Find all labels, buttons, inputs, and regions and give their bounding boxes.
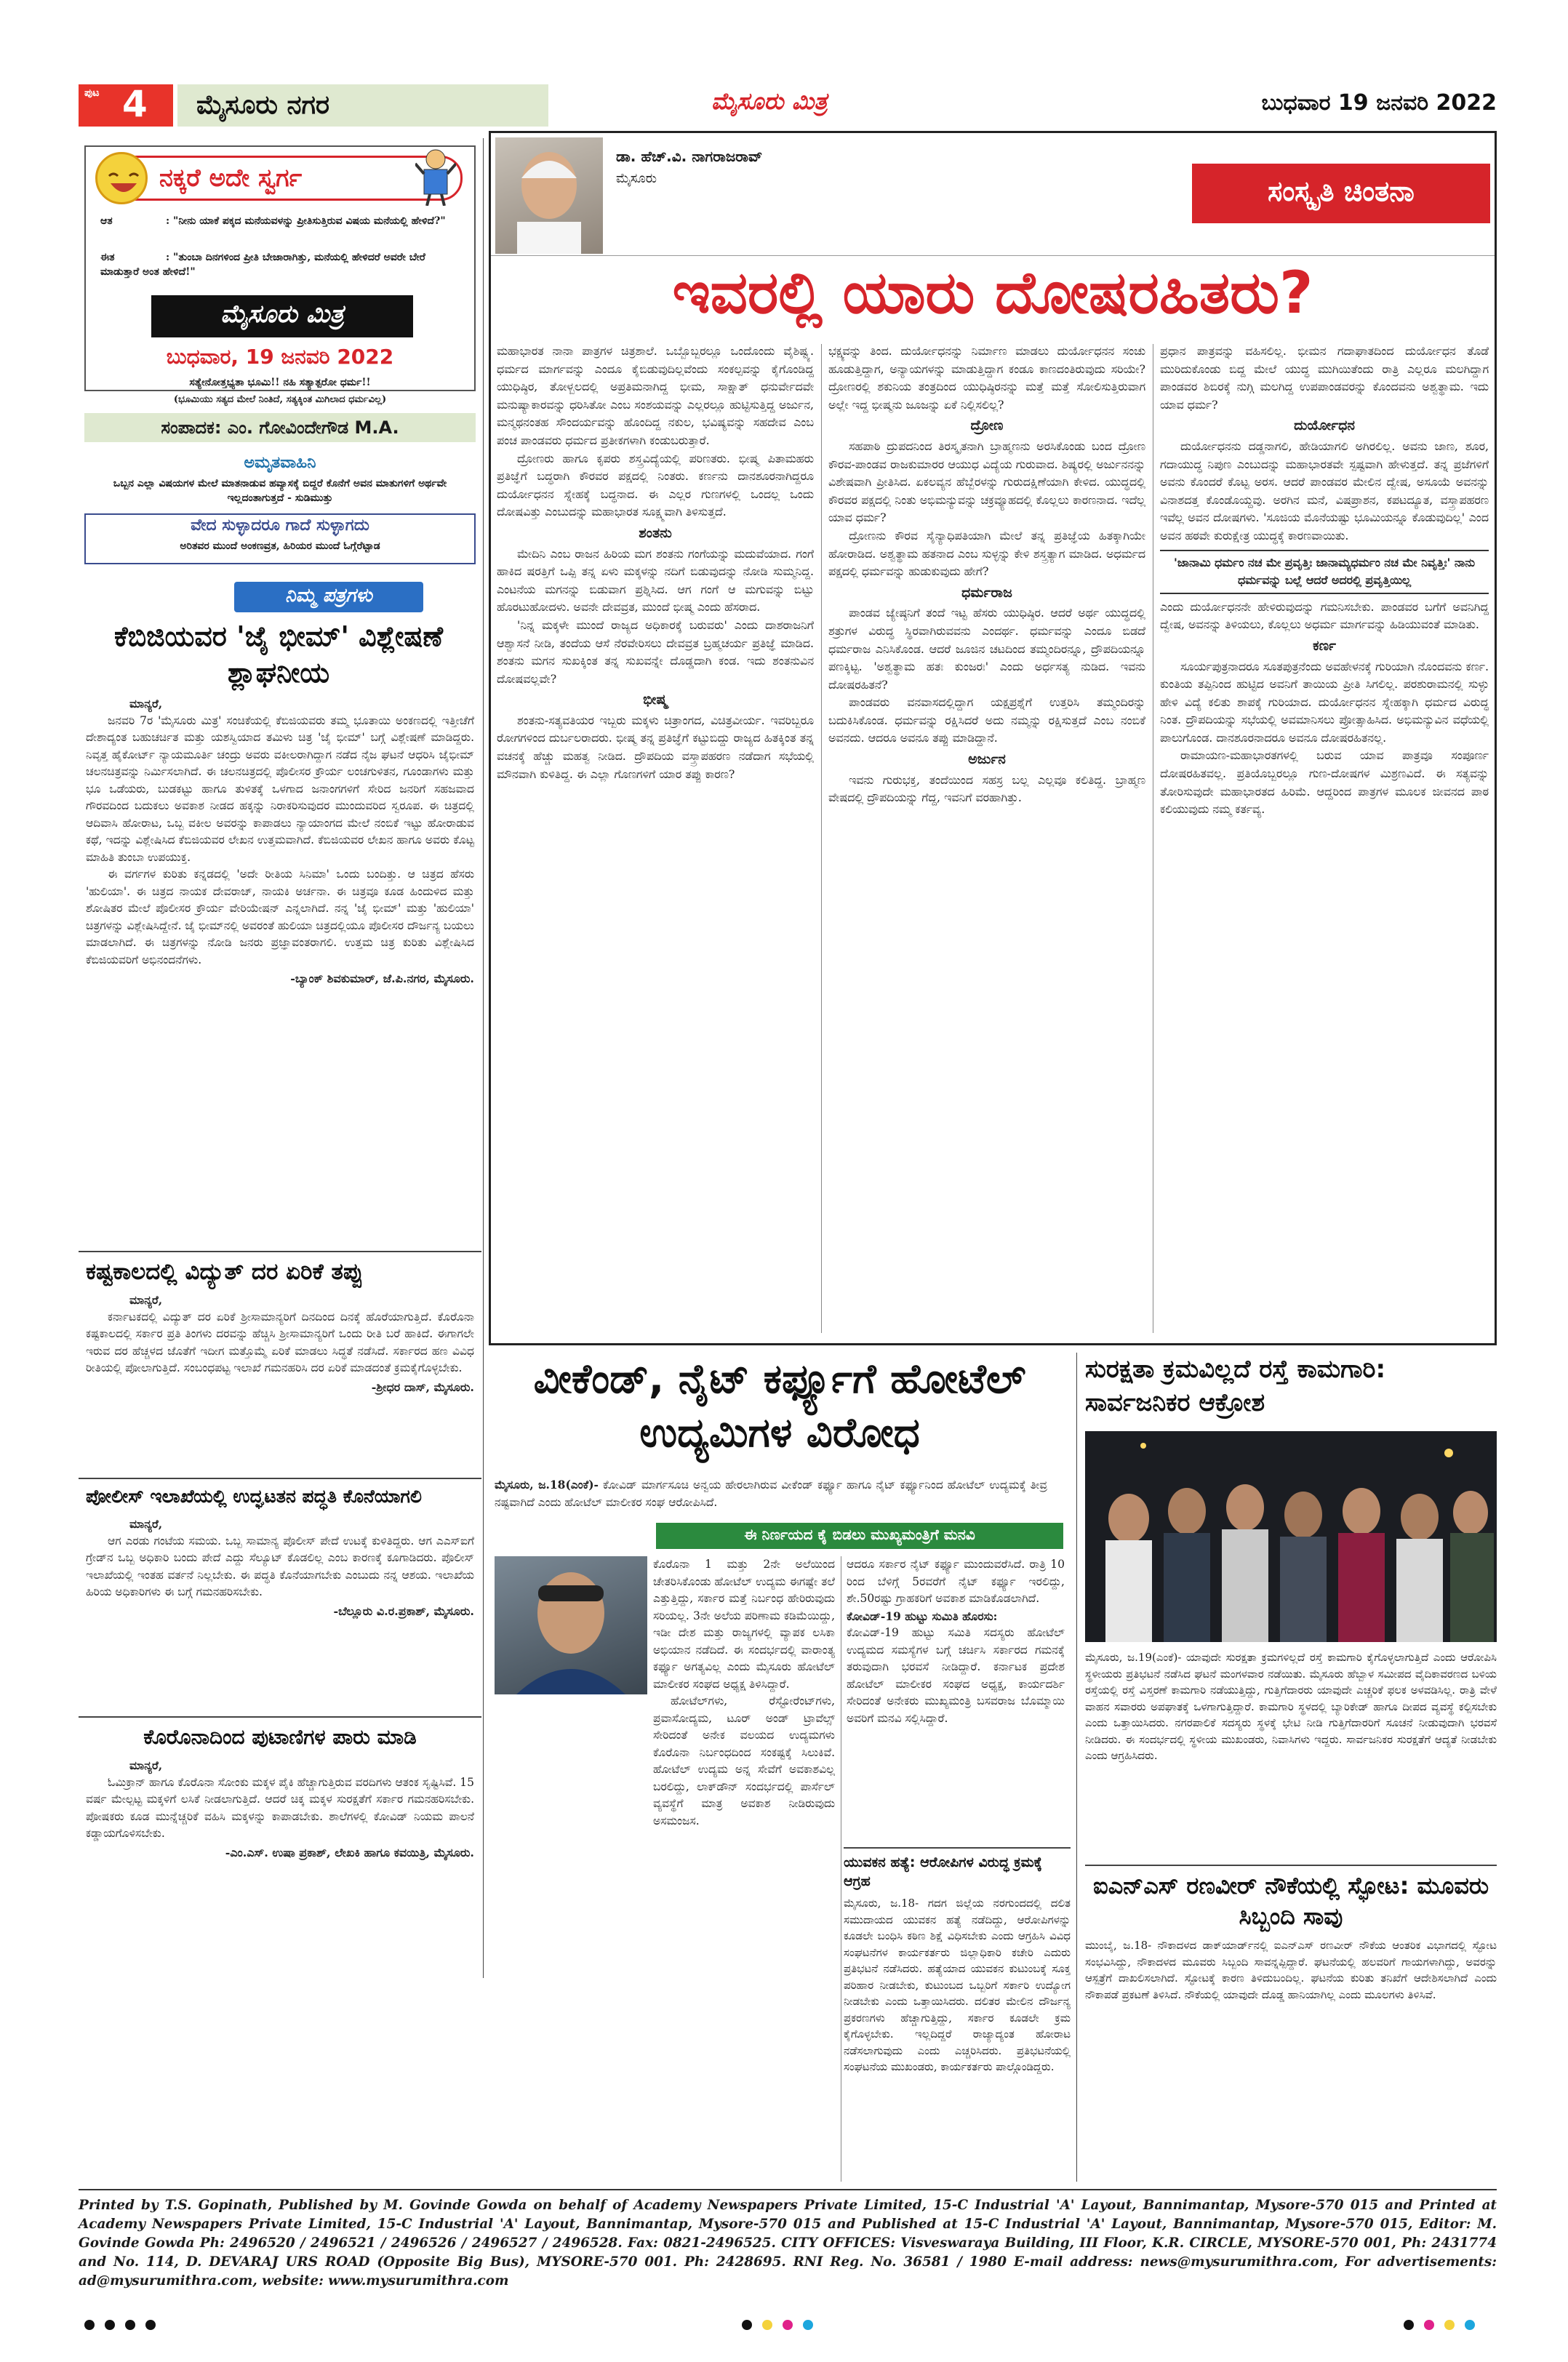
letter4-title: ಕೊರೊನಾದಿಂದ ಪುಟಾಣಿಗಳ ಪಾರು ಮಾಡಿ [143,1725,417,1749]
registration-marks-center [742,2320,829,2334]
suraksha-headline: ಸುರಕ್ಷತಾ ಕ್ರಮವಿಲ್ಲದೆ ರಸ್ತೆ ಕಾಮಗಾರಿ: ಸಾರ್ವಜನಿಕರ ಆಕ್ರೋಶ [1085,1355,1386,1417]
feature-text: ದ್ರೋಣನು ಕೌರವ ಸೈನ್ಯಾಧಿಪತಿಯಾಗಿ ಮೇಲೆ ತನ್ನ ಪ್ರತಿಜ್ಞೆಯ ಹಿತಕ್ಕಾಗಿಯೇ ಹೋರಾಡಿದ. ಅಶ್ವತ್ಥಾಮ ಹತನಾದ ಎಂಬ ಸುಳ್ಳನ್ನು ಕೇಳಿ ಶಸ್ತ್ರತ್ಯಾಗ ಮಾಡಿದ. ಅಧರ್ಮದ ಪಕ್ಷದಲ್ಲಿ ಧರ್ಮವನ್ನು ಹುಡುಕುವುದು ಹೇಗೆ? [828,528,1145,579]
divider [79,1478,481,1479]
section-band [177,84,548,127]
yuvaka-headline: ಯುವಕನ ಹತ್ಯೆ: ಆರೋಪಿಗಳ ವಿರುದ್ಧ ಕ್ರಮಕ್ಕೆ ಆಗ್ರಹ [844,1854,1042,1889]
registration-marks-left [84,2320,172,2334]
column-divider [483,138,484,1978]
weekend-text: ಆದರೂ ಸರ್ಕಾರ ನೈಟ್ ಕರ್ಫ್ಯೂ ಮುಂದುವರೆಸಿದೆ. ರಾತ್ರಿ 10 ರಿಂದ ಬೆಳಿಗ್ಗೆ 5ರವರೆಗೆ ನೈಟ್ ಕರ್ಫ್ಯೂ ಇರಲಿದ್ದು, ಶೇ.50ರಷ್ಟು ಗ್ರಾಹಕರಿಗೆ ಅವಕಾಶ ಮಾಡಿಕೊಡಲಾಗಿದೆ. [847,1558,1065,1605]
feature-text: ಇವನು ಗುರುಭಕ್ತ, ತಂದೆಯಿಂದ ಸಹಸ್ರ ಬಲ್ಲ ಎಲ್ಲವೂ ಕಲಿತಿದ್ದ. ಬ್ರಾಹ್ಮಣ ವೇಷದಲ್ಲಿ ದ್ರೌಪದಿಯನ್ನು ಗೆದ್ದ, ಇವನಿಗೆ ವರಹಾಗಿತ್ತು. [828,772,1145,805]
editor-line: ಸಂಪಾದಕ: ಎಂ. ಗೋವಿಂದೇಗೌಡ M.A. [161,417,399,438]
motto: ಸತ್ಯೇನೋತ್ತಭ್ಯತಾ ಭೂಮಿ!! ನಹಿ ಸತ್ಯಾತ್ಪರೋ ಧರ್ಮ!! [189,377,371,388]
divider [79,1716,481,1718]
ins-headline: ಐಎನ್‌ಎಸ್ ರಣವೀರ್ ನೌಕೆಯಲ್ಲಿ ಸ್ಫೋಟ: ಮೂವರು ಸಿಬ್ಬಂದಿ ಸಾವು [1092,1872,1489,1930]
feature-text: ಮೇದಿನಿ ಎಂಬ ರಾಜನ ಹಿರಿಯ ಮಗ ಶಂತನು ಗಂಗೆಯನ್ನು ಮದುವೆಯಾದ. ಗಂಗೆ ಹಾಕಿದ ಷರತ್ತಿಗೆ ಒಪ್ಪಿ ತನ್ನ ಏಳು ಮಕ್ಕಳನ್ನು ನದಿಗೆ ಬಿಡುವುದನ್ನು ನೋಡಿ ಸುಮ್ಮನಿದ್ದ. ಎಂಟನೆಯ ಮಗನನ್ನು ಬಿಡುವಾಗ ಪ್ರಶ್ನಿಸಿದ. ಆಗ ಗಂಗೆ ಆ ಮಗುವನ್ನು ಬಿಟ್ಟು ಹೊರಟುಹೋದಳು. ಅವನೇ ದೇವವ್ರತ, ಮುಂದೆ ಭೀಷ್ಮ ಎಂದು ಹೆಸರಾದ. [497,546,814,614]
column-divider [1076,1353,1077,2182]
laughing-face-icon [95,152,148,204]
weekend-text: ಹೋಟೆಲ್‌ಗಳು, ರೆಸ್ಟೋರೆಂಟ್‌ಗಳು, ಪ್ರವಾಸೋದ್ಯಮ, ಟೂರ್ ಅಂಡ್ ಟ್ರಾವೆಲ್ಸ್ ಸೇರಿದಂತೆ ಅನೇಕ ವಲಯದ ಉದ್ಯಮಗಳು ಕೊರೊನಾ ನಿರ್ಬಂಧದಿಂದ ಸಂಕಷ್ಟಕ್ಕೆ ಸಿಲುಕಿವೆ. ಹೋಟೆಲ್ ಉದ್ಯಮ ಅನ್ನ ಸೇವೆಗೆ ಅವಕಾಶವಿಲ್ಲ ಬರಲಿದ್ದು, ಲಾಕ್‌ಡೌನ್ ಸಂದರ್ಭದಲ್ಲಿ ಪಾರ್ಸೆಲ್ ವ್ಯವಸ್ಥೆಗೆ ಮಾತ್ರ ಅವಕಾಶ ನೀಡಿರುವುದು ಅಸಮಂಜಸ. [653,1694,835,1827]
letter1-body: ಜನವರಿ 7ರ 'ಮೈಸೂರು ಮಿತ್ರ' ಸಂಚಿಕೆಯಲ್ಲಿ ಕೆಬಿಜಿಯವರು ತಮ್ಮ ಭೂತಾಯಿ ಅಂಕಣದಲ್ಲಿ ಇತ್ತೀಚೆಗೆ ದೇಶಾದ್ಯಂತ ಬಹುಚರ್ಚಿತ ಮತ್ತು ಯಶಸ್ವಿಯಾದ ತಮಿಳು ಚಿತ್ರ 'ಜೈ ಭೀಮ್' ಬಗ್ಗೆ ವಿಶ್ಲೇಷಣೆ ಮಾಡಿದ್ದರು. ನಿವೃತ್ತ ಹೈಕೋರ್ಟ್ ನ್ಯಾಯಮೂರ್ತಿ ಚಂದ್ರು ಅವರು ವಕೀಲರಾಗಿದ್ದಾಗ ನಡೆದ ನೈಜ ಘಟನೆ ಆಧರಿಸಿ ಜೈಭೀಮ್ ಚಲನಚಿತ್ರವನ್ನು ನಿರ್ಮಿಸಲಾಗಿದೆ. ಈ ಚಲನಚಿತ್ರದಲ್ಲಿ ಪೊಲೀಸರ ಕ್ರೌರ್ಯ ಲಂಚಗುಳಿತನ, ಗೂಂಡಾಗಳು ಮತ್ತು ಭೂ ಒಡೆಯರು, ಬುಡಕಟ್ಟು ಹಾಗೂ ತುಳಿತಕ್ಕೆ ಒಳಗಾದ ಜನಾಂಗಗಳಿಗೆ ಸೇರಿದ ಜನರಿಗೆ ಸಹಜವಾದ ಗೌರವದಿಂದ ಬದುಕಲು ಅವಕಾಶ ನೀಡದ ಹಕ್ಕನ್ನು ನಿರಾಕರಿಸುವುದರ ಮುಂದುವರಿದ ಸ್ವರೂಪ. ಈ ಚಿತ್ರದಲ್ಲಿ ಆದಿವಾಸಿ ಹೋರಾಟ, ಒಬ್ಬ ವಕೀಲ ಅವರನ್ನು ಕಾಪಾಡಲು ನ್ಯಾಯಾಂಗದ ಮೇಲೆ ನಂಬಿಕೆ ಇಟ್ಟು ಹೋರಾಡುವ ಕಥೆ, ಇದನ್ನು ವಿಶ್ಲೇಷಿಸಿದ ಕೆಬಿಜಿಯವರ ಲೇಖನ ಉತ್ತಮವಾಗಿದೆ. ಕೆಬಿಜಿಯವರ ಲೇಖನ ಹಾಗೂ ಅವರು ಕೊಟ್ಟ ಮಾಹಿತಿ ತುಂಬಾ ಉಪಯುಕ್ತ. [86,713,474,864]
letter2-body: ಕರ್ನಾಟಕದಲ್ಲಿ ವಿದ್ಯುತ್ ದರ ಏರಿಕೆ ಶ್ರೀಸಾಮಾನ್ಯರಿಗೆ ದಿನದಿಂದ ದಿನಕ್ಕೆ ಹೊರೆಯಾಗುತ್ತಿದೆ. ಕೊರೊನಾ ಕಷ್ಟಕಾಲದಲ್ಲಿ ಸರ್ಕಾರ ಪ್ರತಿ ತಿಂಗಳು ದರವನ್ನು ಹೆಚ್ಚಿಸಿ ಶ್ರೀಸಾಮಾನ್ಯರಿಗೆ ಒಂದು ರೀತಿ ಬರೆ ಹಾಕಿದೆ. ಈಗಾಗಲೇ ಇರುವ ದರ ಹೆಚ್ಚಳದ ಜೊತೆಗೆ ಇದೀಗ ಮತ್ತೊಮ್ಮೆ ಏರಿಕೆ ಮಾಡಲು ಸಿದ್ಧತೆ ನಡೆಸಿದೆ. ಸರ್ಕಾರದ ಹಣ ವಿವಿಧ ರೀತಿಯಲ್ಲಿ ಪೋಲಾಗುತ್ತಿದೆ. ಸಂಬಂಧಪಟ್ಟ ಇಲಾಖೆ ಗಮನಹರಿಸಿ ದರ ಏರಿಕೆ ಮಾಡದಂತೆ ಕ್ರಮಕೈಗೊಳ್ಳಬೇಕು. [86,1310,474,1374]
letters-banner [234,582,423,612]
weekend-subhead-2: ಕೋವಿಡ್-19 ಹುಟ್ಟು ಸುಮಿತಿ ಹೊರಸು: [847,1609,998,1623]
page-number-box [79,84,173,127]
registration-dot [105,2320,115,2330]
registration-marks-right [1404,2320,1491,2334]
letter1-title: ಕೆಬಿಜಿಯವರ 'ಜೈ ಭೀಮ್' ವಿಶ್ಲೇಷಣೆ ಶ್ಲಾಘನೀಯ [113,620,444,689]
amrutavahini-title: ಅಮೃತವಾಹಿನಿ [244,454,316,472]
paper-logo: ಮೈಸೂರು ಮಿತ್ರ [220,300,344,329]
author-photo [495,137,603,254]
column-tag [1192,164,1490,223]
weekend-subhead: ಈ ನಿರ್ಣಯದ ಕೈ ಬಿಡಲು ಮುಖ್ಯಮಂತ್ರಿಗೆ ಮನವಿ [744,1526,975,1543]
paper-name: ಮೈಸೂರು ಮಿತ್ರ [711,87,828,115]
veda-text: ಅರಿತವರ ಮುಂದೆ ಅಂಕಣವ್ರತ, ಹಿರಿಯರ ಮುಂದೆ ಓಗ್ಗೆರೆಟ್ಟಾಡ [180,540,380,552]
weekend-column-1-text [653,1556,835,2182]
registration-dot [742,2320,752,2330]
letter3-salutation: ಮಾನ್ಯರೆ, [129,1517,163,1531]
protest-photo [1085,1431,1497,1642]
feature-text: ಶಂತನು-ಸತ್ಯವತಿಯರ ಇಬ್ಬರು ಮಕ್ಕಳು ಚಿತ್ರಾಂಗದ, ವಿಚಿತ್ರವೀರ್ಯ. ಇವರಿಬ್ಬರೂ ರೋಗಗಳಿಂದ ದುರ್ಬಲರಾದರು. ಭೀಷ್ಮ ತನ್ನ ಪ್ರತಿಜ್ಞೆಗೆ ಕಟ್ಟುಬಿದ್ದು ರಾಜ್ಯದ ಹಿತಕ್ಕಿಂತ ತನ್ನ ವಚನಕ್ಕೆ ಹೆಚ್ಚು ಮಹತ್ವ ನೀಡಿದ. ದ್ರೌಪದಿಯ ವಸ್ತ್ರಾಪಹರಣ ನಡೆದಾಗ ಸಭೆಯಲ್ಲಿ ಮೌನವಾಗಿ ಕುಳಿತಿದ್ದ. ಈ ಎಲ್ಲಾ ಗೊಣಗಳಿಗೆ ಯಾರ ತಪ್ಪು ಕಾರಣ? [497,713,814,781]
amrutavahini-box [84,454,476,511]
veda-box [84,513,476,564]
author-place: ಮೈಸೂರು [616,171,657,186]
registration-dot [803,2320,813,2330]
imprint-text: Printed by T.S. Gopinath, Published by M. Govinde Gowda on behalf of Academy Newspapers Private Limited, 15-C Industrial 'A' Layout, Bannimantap, Mysore-570 015 and Printed at Academy Newspapers Private Limited, 15-C Industrial 'A' Layout, Bannimantap, Mysore-570 015 and Published at 15-C Industrial 'A' Layout, Bannimantap, Mysore-570 015, Editor: M. Govinde Gowda Ph: 2496520 / 2496521 / 2496526 / 2496527 / 2496528. Fax: 0821-2496525. CITY OFFICES: Visveswaraya Building, III Floor, K.R. CIRCLE, MYSORE-570 001, Ph: 2431774 and No. 114, D. DEVARAJ URS ROAD (Opposite Big Bus), MYSORE-570 001. Ph: 2428695. RNI Reg. No. 36581 / 1980 E-mail address: news@mysurumithra.com, For advertisements: ad@mysurumithra.com, website: www.mysurumithra.com [79,2198,1497,2289]
subhead-arjuna: ಅರ್ಜುನ [968,751,1006,768]
cartoon-figure-icon [415,148,456,206]
feature-text: ಸಹಪಾಠಿ ದ್ರುಪದನಿಂದ ತಿರಸ್ಕೃತನಾಗಿ ಬ್ರಾಹ್ಮಣನು ಅರಸಿಕೊಂಡು ಬಂದ ದ್ರೋಣ ಕೌರವ-ಪಾಂಡವ ರಾಜಕುಮಾರರ ಆಯುಧ ವಿದ್ಯೆಯ ಗುರುವಾದ. ಶಿಷ್ಯರಲ್ಲಿ ಅರ್ಜುನನನ್ನು ವಿಶೇಷವಾಗಿ ಪ್ರೀತಿಸಿದ. ಏಕಲವ್ಯನ ಹೆಬ್ಬೆರಳನ್ನು ಗುರುದಕ್ಷಿಣೆಯಾಗಿ ಕೇಳಿದ. ಯುದ್ಧದಲ್ಲಿ ಕೌರವರ ಪಕ್ಷದಲ್ಲಿ ನಿಂತು ಅಭಿಮನ್ಯುವನ್ನು ಚಕ್ರವ್ಯೂಹದಲ್ಲಿ ಕೊಲ್ಲಲು ಕಾರಣನಾದ. ಇದೆಲ್ಲ ಯಾವ ಧರ್ಮ? [828,439,1145,525]
feature-text: ಮಹಾಭಾರತ ನಾನಾ ಪಾತ್ರಗಳ ಚಿತ್ರಶಾಲೆ. ಒಬ್ಬೊಬ್ಬರಲ್ಲೂ ಒಂದೊಂದು ವೈಶಿಷ್ಟ್ಯ. ಧರ್ಮದ ಮಾರ್ಗವನ್ನು ಎಂದೂ ಕೈಬಿಡುವುದಿಲ್ಲವೆಂದು ಸಂಕಲ್ಪವನ್ನು ಕೈಗೊಂಡಿದ್ದ ಯುಧಿಷ್ಠಿರ, ತೋಳ್ಬಲದಲ್ಲಿ ಅಪ್ರತಿಮನಾಗಿದ್ದ ಭೀಮ, ಸಾಕ್ಷಾತ್ ಧನುರ್ವೇದವೇ ಮನುಷ್ಯಾಕಾರವನ್ನು ಧರಿಸಿತೋ ಎಂಬ ಸಂಶಯವನ್ನು ಎಲ್ಲರಲ್ಲೂ ಹುಟ್ಟಿಸುತ್ತಿದ್ದ ಅರ್ಜುನ, ಮನ್ಮಥನಂತಹ ಸೌಂದರ್ಯವನ್ನು ಹೊಂದಿದ್ದ ನಕುಲ, ಭವಿಷ್ಯವನ್ನು ಸಹದೇವ ಎಂಬ ಪಂಚ ಪಾಂಡವರು ಧರ್ಮದ ಪ್ರತೀಕಗಳಾಗಿ ಕಂಡುಬರುತ್ತಾರೆ. [497,344,814,447]
ins-article [1085,1865,1497,2182]
letter3-text [86,1516,474,1620]
letter1-body-2: ಈ ವರ್ಗಗಳ ಕುರಿತು ಕನ್ನಡದಲ್ಲಿ 'ಅದೇ ರೀತಿಯ ಸಿನಿಮಾ' ಒಂದು ಬಂದಿತ್ತು. ಆ ಚಿತ್ರದ ಹೆಸರು 'ಹುಲಿಯಾ'. ಈ ಚಿತ್ರದ ನಾಯಕ ದೇವರಾಜ್, ನಾಯಕಿ ಅರ್ಚನಾ. ಈ ಚಿತ್ರವೂ ಕೂಡ ಹಿಂದುಳಿದ ಮತ್ತು ಶೋಷಿತರ ಮೇಲೆ ಪೊಲೀಸರ ಕ್ರೌರ್ಯ ವೇರಿಯೇಷನ್ ಎನ್ನಲಾಗಿದೆ. ನನ್ನ 'ಜೈ ಭೀಮ್' ಮತ್ತು 'ಹುಲಿಯಾ' ಚಿತ್ರಗಳನ್ನು ವಿಶ್ಲೇಷಿಸಿದ್ದೇನೆ. ಜೈ ಭೀಮ್‌ನಲ್ಲಿ ಅವರಂತೆ ಹುಲಿಯಾ ಚಿತ್ರದಲ್ಲಿಯೂ ಪೊಲೀಸರ ದೌರ್ಜನ್ಯ ಬಯಲು ಮಾಡಲಾಗಿದೆ. ಈ ಚಿತ್ರಗಳನ್ನು ನೋಡಿ ಜನರು ಪ್ರಜ್ಞಾವಂತರಾಗಲಿ. ಉತ್ತಮ ಚಿತ್ರ ಕುರಿತು ವಿಶ್ಲೇಷಿಸಿದ ಕೆಬಿಜಿಯವರಿಗೆ ಅಭಿನಂದನೆಗಳು. [86,868,474,966]
feature-column-3 [1160,343,1489,1339]
letter2-title: ಕಷ್ಟಕಾಲದಲ್ಲಿ ವಿದ್ಯುತ್ ದರ ಏರಿಕೆ ತಪ್ಪು [86,1259,364,1285]
weekend-column-1 [495,1556,647,2182]
feature-text: ರಾಮಾಯಣ-ಮಹಾಭಾರತಗಳಲ್ಲಿ ಬರುವ ಯಾವ ಪಾತ್ರವೂ ಸಂಪೂರ್ಣ ದೋಷರಹಿತವಲ್ಲ. ಪ್ರತಿಯೊಬ್ಬರಲ್ಲೂ ಗುಣ-ದೋಷಗಳ ಮಿಶ್ರಣವಿದೆ. ಈ ಸತ್ಯವನ್ನು ತೋರಿಸುವುದೇ ಮಹಾಭಾರತದ ಹಿರಿಮೆ. ಆದ್ದರಿಂದ ಪಾತ್ರಗಳ ಮೂಲಕ ಜೀವನದ ಪಾಠ ಕಲಿಯುವುದು ನಮ್ಮ ಕರ್ತವ್ಯ. [1160,748,1489,817]
subhead-drona: ದ್ರೋಣ [970,417,1004,434]
feature-column-2 [828,343,1145,1339]
letter2-signature: -ಶ್ರೀಧರ ದಾಸ್, ಮೈಸೂರು. [371,1380,474,1394]
weekend-lead-text: ಕೋವಿಡ್ ಮಾರ್ಗಸೂಚಿ ಅನ್ವಯ ಹೇರಲಾಗಿರುವ ವೀಕೆಂಡ್ ಕರ್ಫ್ಯೂ ಹಾಗೂ ನೈಟ್ ಕರ್ಫ್ಯೂನಿಂದ ಹೋಟೆಲ್ ಉದ್ಯಮಕ್ಕೆ ತೀವ್ರ ನಷ್ಟವಾಗಿದೆ ಎಂದು ಹೋಟೆಲ್ ಮಾಲೀಕರ ಸಂಘ ಆರೋಪಿಸಿದೆ. [495,1478,1047,1509]
joke-answer: ಈತ : "ತುಂಬಾ ದಿನಗಳಿಂದ ಪ್ರೀತಿ ಬೇಜಾರಾಗಿತ್ತು, ಮನೆಯಲ್ಲಿ ಹೇಳಿದರೆ ಅವರೇ ಬೇರೆ ಮಾಡುತ್ತಾರೆ ಅಂತ ಹೇಳಿದೆ!" [100,252,425,278]
veda-title: ವೇದ ಸುಳ್ಳಾದರೂ ಗಾದೆ ಸುಳ್ಳಾಗದು [191,516,369,535]
nakkare-header [99,156,463,201]
letter4-text [86,1757,474,1861]
weekend-text: ಕೊರೊನಾ 1 ಮತ್ತು 2ನೇ ಅಲೆಯಿಂದ ಚೇತರಿಸಿಕೊಂಡು ಹೋಟೆಲ್ ಉದ್ಯಮ ಈಗಷ್ಟೇ ತಲೆ ಎತ್ತುತ್ತಿದ್ದು, ಸರ್ಕಾರ ಮತ್ತೆ ನಿರ್ಬಂಧ ಹೇರಿರುವುದು ಸರಿಯಲ್ಲ. 3ನೇ ಅಲೆಯ ಪರಿಣಾಮ ಕಡಿಮೆಯಿದ್ದು, ಇಡೀ ದೇಶ ಮತ್ತು ರಾಜ್ಯಗಳಲ್ಲಿ ವ್ಯಾಪಕ ಲಸಿಕಾ ಅಭಿಯಾನ ನಡೆದಿದೆ. ಈ ಸಂದರ್ಭದಲ್ಲಿ ವಾರಾಂತ್ಯ ಕರ್ಫ್ಯೂ ಅಗತ್ಯವಿಲ್ಲ ಎಂದು ಮೈಸೂರು ಹೋಟೆಲ್ ಮಾಲೀಕರ ಸಂಘದ ಅಧ್ಯಕ್ಷ ತಿಳಿಸಿದ್ದಾರೆ. [653,1558,835,1691]
letter1-signature: -ಬ್ಯಾಂಕ್ ಶಿವಕುಮಾರ್, ಜೆ.ಪಿ.ನಗರ, ಮೈಸೂರು. [290,972,474,985]
amrutavahini-text: ಒಬ್ಬನ ಎಲ್ಲಾ ವಿಷಯಗಳ ಮೇಲೆ ಮಾತನಾಡುವ ಹವ್ಯಾಸಕ್ಕೆ ಬಿದ್ದರೆ ಕೊನೆಗೆ ಅವನ ಮಾತುಗಳಿಗೆ ಅರ್ಥವೇ ಇಲ್ಲದಂತಾಗುತ್ತದೆ - ಸುಡಿಮುತ್ತು [113,478,447,504]
subhead-karna: ಕರ್ಣ [1313,637,1336,654]
feature-text: ಪಾಂಡವ ಜ್ಯೇಷ್ಠನಿಗೆ ತಂದೆ ಇಟ್ಟ ಹೆಸರು ಯುಧಿಷ್ಠಿರ. ಆದರೆ ಅರ್ಥ ಯುದ್ಧದಲ್ಲಿ ಶತ್ರುಗಳ ವಿರುದ್ಧ ಸ್ಥಿರವಾಗಿರುವವನು ಎಂದರ್ಥ. ಧರ್ಮವನ್ನು ಎಂದೂ ಬಿಡದೆ ಧರ್ಮರಾಜ ಎನಿಸಿಕೊಂಡ. ಆದರೆ ಜೂಜಿನ ಚಟದಿಂದ ತಮ್ಮಂದಿರನ್ನೂ, ದ್ರೌಪದಿಯನ್ನೂ ಪಣಕ್ಕಿಟ್ಟ. 'ಅಶ್ವತ್ಥಾಮ ಹತಃ ಕುಂಜರಃ' ಎಂದು ಅರ್ಧಸತ್ಯ ನುಡಿದ. ಇವನು ದೋಷರಹಿತನೆ? [828,606,1145,692]
yuvaka-article [844,1847,1071,2182]
joke-question: ಆತ : "ನೀನು ಯಾಕೆ ಪಕ್ಕದ ಮನೆಯವಳನ್ನು ಪ್ರೀತಿಸುತ್ತಿರುವ ವಿಷಯ ಮನೆಯಲ್ಲಿ ಹೇಳಿದೆ?" [100,215,446,227]
letter3-body: ಆಗ ಎರಡು ಗಂಟೆಯ ಸಮಯ. ಒಬ್ಬ ಸಾಮಾನ್ಯ ಪೊಲೀಸ್ ಪೇದೆ ಉಟಕ್ಕೆ ಕುಳಿತಿದ್ದರು. ಆಗ ಎಎಸ್‌ಐಗೆ ಗ್ರೇಡ್‌ನ ಒಬ್ಬ ಅಧಿಕಾರಿ ಬಂದು ಪೇದೆ ಎದ್ದು ಸೆಲ್ಯೂಟ್ ಕೊಡಲಿಲ್ಲ ಎಂಬ ಕಾರಣಕ್ಕೆ ಕೂಗಾಡಿದರು. ಪೊಲೀಸ್ ಇಲಾಖೆಯಲ್ಲಿ ಇಂತಹ ವರ್ತನೆ ನಿಲ್ಲಬೇಕು. ಈ ಪದ್ಧತಿ ಕೊನೆಯಾಗಬೇಕು ಎಂಬುದು ನನ್ನ ಆಶಯ. ಇಲಾಖೆಯ ಹಿರಿಯ ಅಧಿಕಾರಿಗಳು ಈ ಬಗ್ಗೆ ಗಮನಹರಿಸಬೇಕು. [86,1534,474,1598]
registration-dot [1444,2320,1455,2330]
letter1-text [86,695,474,988]
feature-text: ಸೂರ್ಯಪುತ್ರನಾದರೂ ಸೂತಪುತ್ರನೆಂದು ಅವಹೇಳನಕ್ಕೆ ಗುರಿಯಾಗಿ ನೊಂದವನು ಕರ್ಣ. ಕುಂತಿಯ ತಪ್ಪಿನಿಂದ ಹುಟ್ಟಿದ ಅವನಿಗೆ ತಾಯಿಯ ಪ್ರೀತಿ ಸಿಗಲಿಲ್ಲ. ಪರಶುರಾಮನಲ್ಲಿ ಸುಳ್ಳು ಹೇಳಿ ವಿದ್ಯೆ ಕಲಿತು ಶಾಪಕ್ಕೆ ಗುರಿಯಾದ. ದುರ್ಯೋಧನನ ಸ್ನೇಹಕ್ಕಾಗಿ ಧರ್ಮದ ವಿರುದ್ಧ ನಿಂತ. ದ್ರೌಪದಿಯನ್ನು ಸಭೆಯಲ್ಲಿ ಅವಮಾನಿಸಲು ಪ್ರೋತ್ಸಾಹಿಸಿದ. ಅಭಿಮನ್ಯುವಿನ ವಧೆಯಲ್ಲಿ ಪಾಲುಗೊಂಡ. ದಾನಶೂರನಾದರೂ ಅವನೂ ದೋಷರಹಿತನಲ್ಲ. [1160,659,1489,745]
masthead [79,81,1504,128]
section-title: ಮೈಸೂರು ನಗರ [196,90,330,120]
registration-dot [1465,2320,1475,2330]
feature-text: 'ನಿನ್ನ ಮಕ್ಕಳೇ ಮುಂದೆ ರಾಜ್ಯದ ಅಧಿಕಾರಕ್ಕೆ ಬರುವರು' ಎಂದು ದಾಶರಾಜನಿಗೆ ಆಶ್ವಾಸನೆ ನೀಡಿ, ತಂದೆಯ ಆಸೆ ನೆರವೇರಿಸಲು ದೇವವ್ರತ ಬ್ರಹ್ಮಚರ್ಯ ಪ್ರತಿಜ್ಞೆ ಮಾಡಿದ. ಶಂತನು ಮಗನ ಸುಖಕ್ಕಿಂತ ತನ್ನ ಸುಖವನ್ನೇ ದೊಡ್ಡದಾಗಿ ಕಂಡ. ಇದು ಶಂತನುವಿನ ದೋಷವಲ್ಲವೇ? [497,617,814,686]
page-number: 4 [122,83,148,125]
feature-text: ದ್ರೋಣರು ಹಾಗೂ ಕೃಪರು ಶಸ್ತ್ರವಿದ್ಯೆಯಲ್ಲಿ ಪರಿಣತರು. ಭೀಷ್ಮ ಪಿತಾಮಹರು ಪ್ರತಿಜ್ಞೆಗೆ ಬದ್ಧರಾಗಿ ಕೌರವರ ಪಕ್ಷದಲ್ಲಿ ನಿಂತರು. ಕರ್ಣನು ದಾನಶೂರನಾಗಿದ್ದರೂ ದುರ್ಯೋಧನನ ಸ್ನೇಹಕ್ಕೆ ಬದ್ಧನಾದ. ಈ ಎಲ್ಲರ ಗುಣಗಳಲ್ಲಿ ಒಂದಲ್ಲ ಒಂದು ದೋಷವಿತ್ತು ಎಂಬುದನ್ನು ಮಹಾಭಾರತ ಸೂಕ್ಷ್ಮವಾಗಿ ತಿಳಿಸುತ್ತದೆ. [497,451,814,519]
paper-logo-band [151,295,413,337]
headline-band [491,255,1495,331]
nakkare-title: ನಕ್ಕರೆ ಅದೇ ಸ್ವರ್ಗ [159,164,303,193]
page-word: ಪುಟ [84,87,100,99]
weekend-subhead-band [656,1523,1063,1549]
feature-column-1 [497,343,814,1339]
column-tag-text: ಸಂಸ್ಕೃತಿ ಚಿಂತನಾ [1268,175,1415,207]
feature-headline: ಇವರಲ್ಲಿ ಯಾರು ದೋಷರಹಿತರು? [672,259,1313,327]
registration-dot [125,2320,135,2330]
suraksha-body: ಮೈಸೂರು, ಜ.19(ಎಂಕೆ)- ಯಾವುದೇ ಸುರಕ್ಷತಾ ಕ್ರಮಗಳಿಲ್ಲದೆ ರಸ್ತೆ ಕಾಮಗಾರಿ ಕೈಗೊಳ್ಳಲಾಗುತ್ತಿದೆ ಎಂದು ಆರೋಪಿಸಿ ಸ್ಥಳೀಯರು ಪ್ರತಿಭಟನೆ ನಡೆಸಿದ ಘಟನೆ ಮಂಗಳವಾರ ನಡೆಯಿತು. ಮೈಸೂರು ಹೆಬ್ಬಾಳ ಸಮೀಪದ ವೈದಿಕಾವರಣದ ಬಳಿಯ ರಸ್ತೆಯಲ್ಲಿ ರಸ್ತೆ ವಿಸ್ತರಣೆ ಕಾಮಗಾರಿ ನಡೆಯುತ್ತಿದ್ದು, ಗುತ್ತಿಗೆದಾರರು ಯಾವುದೇ ಎಚ್ಚರಿಕೆ ಫಲಕ ಅಳವಡಿಸಿಲ್ಲ. ರಾತ್ರಿ ವೇಳೆ ವಾಹನ ಸವಾರರು ಅಪಘಾತಕ್ಕೆ ಒಳಗಾಗುತ್ತಿದ್ದಾರೆ. ಕಾಮಗಾರಿ ಸ್ಥಳದಲ್ಲಿ ಬ್ಯಾರಿಕೇಡ್ ಹಾಗೂ ದೀಪದ ವ್ಯವಸ್ಥೆ ಕಲ್ಪಿಸಬೇಕು ಎಂದು ಒತ್ತಾಯಿಸಿದರು. ನಗರಪಾಲಿಕೆ ಸದಸ್ಯರು ಸ್ಥಳಕ್ಕೆ ಭೇಟಿ ನೀಡಿ ಗುತ್ತಿಗೆದಾರರಿಗೆ ಸೂಚನೆ ನೀಡುವುದಾಗಿ ಭರವಸೆ ನೀಡಿದರು. ಈ ಸಂದರ್ಭದಲ್ಲಿ ಸ್ಥಳೀಯ ಮುಖಂಡರು, ನಿವಾಸಿಗಳು ಇದ್ದರು. ಸಾರ್ವಜನಿಕರ ಸುರಕ್ಷತೆಗೆ ಆದ್ಯತೆ ನೀಡಬೇಕು ಎಂದು ಆಗ್ರಹಿಸಿದರು. [1085,1651,1497,1762]
subhead-duryodhana: ದುರ್ಯೋಧನ [1294,417,1355,434]
feature-text: ಪ್ರಧಾನ ಪಾತ್ರವನ್ನು ವಹಿಸಲಿಲ್ಲ. ಭೀಮನ ಗದಾಘಾತದಿಂದ ದುರ್ಯೋಧನ ತೊಡೆ ಮುರಿದುಕೊಂಡು ಬಿದ್ದ ಮೇಲೆ ಯುದ್ಧ ಮುಗಿಯಿತೆಂದು ರಾತ್ರಿ ಎಲ್ಲರೂ ಮಲಗಿದ್ದಾಗ ಪಾಂಡವರ ಶಿಬಿರಕ್ಕೆ ನುಗ್ಗಿ ಮಲಗಿದ್ದ ಉಪಪಾಂಡವರನ್ನು ಕೊಂದವನು ಅಶ್ವತ್ಥಾಮ. ಇದು ಯಾವ ಧರ್ಮ? [1160,344,1489,412]
registration-dot [783,2320,793,2330]
imprint [79,2189,1497,2289]
feature-text: ಪಾಂಡವರು ವನವಾಸದಲ್ಲಿದ್ದಾಗ ಯಕ್ಷಪ್ರಶ್ನೆಗೆ ಉತ್ತರಿಸಿ ತಮ್ಮಂದಿರನ್ನು ಬದುಕಿಸಿಕೊಂಡ. ಧರ್ಮವನ್ನು ರಕ್ಷಿಸಿದರೆ ಅದು ನಮ್ಮನ್ನು ರಕ್ಷಿಸುತ್ತದೆ ಎಂಬ ನಂಬಿಕೆ ಅವನದು. ಆದರೂ ಅವನೂ ತಪ್ಪು ಮಾಡಿದ್ದಾನೆ. [828,695,1145,745]
registration-dot [1404,2320,1414,2330]
letter2-text [86,1292,474,1396]
letter4-body: ಓಮಿಕ್ರಾನ್ ಹಾಗೂ ಕೊರೊನಾ ಸೋಂಕು ಮಕ್ಕಳ ಪೈಕಿ ಹೆಚ್ಚಾಗುತ್ತಿರುವ ವರದಿಗಳು ಆತಂಕ ಸೃಷ್ಟಿಸಿವೆ. 15 ವರ್ಷ ಮೇಲ್ಪಟ್ಟ ಮಕ್ಕಳಿಗೆ ಲಸಿಕೆ ನೀಡಲಾಗುತ್ತಿದೆ. ಆದರೆ ಚಿಕ್ಕ ಮಕ್ಕಳ ಸುರಕ್ಷತೆಗೆ ಸರ್ಕಾರ ಗಮನಹರಿಸಬೇಕು. ಪೋಷಕರು ಕೂಡ ಮುನ್ನೆಚ್ಚರಿಕೆ ವಹಿಸಿ ಮಕ್ಕಳನ್ನು ಕಾಪಾಡಬೇಕು. ಶಾಲೆಗಳಲ್ಲಿ ಕೋವಿಡ್ ನಿಯಮ ಪಾಲನೆ ಕಡ್ಡಾಯಗೊಳಿಸಬೇಕು. [86,1775,474,1840]
letter2-salutation: ಮಾನ್ಯರೆ, [129,1293,163,1307]
registration-dot [145,2320,156,2330]
issue-date: ಬುಧವಾರ 19 ಜನವರಿ 2022 [1261,90,1497,116]
letters-section [79,575,481,2177]
weekend-text: ಕೋವಿಡ್-19 ಹುಟ್ಟು ಸಮಿತಿ ಸದಸ್ಯರು ಹೋಟೆಲ್ ಉದ್ಯಮದ ಸಮಸ್ಯೆಗಳ ಬಗ್ಗೆ ಚರ್ಚಿಸಿ ಸರ್ಕಾರದ ಗಮನಕ್ಕೆ ತರುವುದಾಗಿ ಭರವಸೆ ನೀಡಿದ್ದಾರೆ. ಕರ್ನಾಟಕ ಪ್ರದೇಶ ಹೋಟೆಲ್ ಮಾಲೀಕರ ಸಂಘದ ಅಧ್ಯಕ್ಷ, ಕಾರ್ಯದರ್ಶಿ ಸೇರಿದಂತೆ ಅನೇಕರು ಮುಖ್ಯಮಂತ್ರಿ ಬಸವರಾಜ ಬೊಮ್ಮಾಯಿ ಅವರಿಗೆ ಮನವಿ ಸಲ್ಲಿಸಿದ್ದಾರೆ. [847,1626,1065,1725]
ins-body: ಮುಂಬೈ, ಜ.18- ನೌಕಾದಳದ ಡಾಕ್‌ಯಾರ್ಡ್‌ನಲ್ಲಿ ಐಎನ್‌ಎಸ್ ರಣವೀರ್ ನೌಕೆಯ ಆಂತರಿಕ ವಿಭಾಗದಲ್ಲಿ ಸ್ಫೋಟ ಸಂಭವಿಸಿದ್ದು, ನೌಕಾದಳದ ಮೂವರು ಸಿಬ್ಬಂದಿ ಸಾವನ್ನಪ್ಪಿದ್ದಾರೆ. ಘಟನೆಯಲ್ಲಿ ಹಲವರಿಗೆ ಗಾಯಗಳಾಗಿದ್ದು, ಅವರನ್ನು ಆಸ್ಪತ್ರೆಗೆ ದಾಖಲಿಸಲಾಗಿದೆ. ಸ್ಫೋಟಕ್ಕೆ ಕಾರಣ ತಿಳಿದುಬಂದಿಲ್ಲ. ಘಟನೆಯ ಕುರಿತು ತನಿಖೆಗೆ ಆದೇಶಿಸಲಾಗಿದೆ ಎಂದು ನೌಕಾಪಡೆ ಪ್ರಕಟಣೆ ತಿಳಿಸಿದೆ. ನೌಕೆಯಲ್ಲಿ ಯಾವುದೇ ದೊಡ್ಡ ಹಾನಿಯಾಗಿಲ್ಲ ಎಂದು ಮೂಲಗಳು ತಿಳಿಸಿವೆ. [1085,1939,1497,2001]
registration-dot [762,2320,772,2330]
letter4-salutation: ಮಾನ್ಯರೆ, [129,1758,163,1772]
author-name: ಡಾ. ಹೆಚ್.ವಿ. ನಾಗರಾಜರಾವ್ [616,148,763,165]
letter3-signature: -ಬೆಲ್ಲೂರು ವಿ.ರ.ಪ್ರಕಾಶ್, ಮೈಸೂರು. [333,1604,474,1618]
letter4-signature: -ಎಂ.ಎಸ್. ಉಷಾ ಪ್ರಕಾಶ್, ಲೇಖಕಿ ಹಾಗೂ ಕವಯಿತ್ರಿ, ಮೈಸೂರು. [225,1845,474,1859]
letter3-title: ಪೋಲೀಸ್ ಇಲಾಖೆಯಲ್ಲಿ ಉದ್ಘಟತನ ಪದ್ಧತಿ ಕೊನೆಯಾಗಲಿ [86,1486,422,1507]
feature-text: ಭಕ್ಷ್ಯವನ್ನು ತಿಂದ. ದುರ್ಯೋಧನನ್ನು ನಿರ್ಮಾಣ ಮಾಡಲು ದುರ್ಯೋಧನನ ಸಂಚು ಹೂಡುತ್ತಿದ್ದಾಗ, ಅನ್ಯಾಯಗಳನ್ನು ಮಾಡುತ್ತಿದ್ದಾಗ ಕಂಡೂ ಕಾಣದಂತಿರುವುದು ಸರಿಯೇ? ದ್ರೋಣರಲ್ಲಿ ಶಕುನಿಯ ತಂತ್ರದಿಂದ ಯುಧಿಷ್ಠಿರನನ್ನು ಮತ್ತೆ ಮತ್ತೆ ಸೋಲಿಸುತ್ತಿರುವಾಗ ಅಲ್ಲೇ ಇದ್ದ ಭೀಷ್ಮನು ಜೂಜನ್ನು ಏಕೆ ನಿಲ್ಲಿಸಲಿಲ್ಲ? [828,344,1145,412]
letter1-salutation: ಮಾನ್ಯರೆ, [129,697,163,710]
feature-text: ಎಂದು ದುರ್ಯೋಧನನೇ ಹೇಳಿರುವುದನ್ನು ಗಮನಿಸಬೇಕು. ಪಾಂಡವರ ಬಗೆಗೆ ಅವನಿಗಿದ್ದ ದ್ವೇಷ, ಅವನನ್ನು ತಿಳಿಯಲು, ಕೊಲ್ಲಲು ಅಧರ್ಮ ಮಾರ್ಗವನ್ನು ಹಿಡಿಯುವಂತೆ ಮಾಡಿತು. [1160,599,1489,632]
divider [79,1251,481,1252]
suraksha-article [1085,1353,1497,1862]
subhead-shantanu: ಶಂತನು [639,524,672,541]
registration-dot [1424,2320,1434,2330]
weekend-dateline: ಮೈಸೂರು, ಜ.18(ಎಂಕೆ)- [495,1478,599,1492]
feature-text: ದುರ್ಯೋಧನನು ದಡ್ಡನಾಗಲಿ, ಹೇಡಿಯಾಗಲಿ ಅಗಿರಲಿಲ್ಲ. ಅವನು ಜಾಣ, ಶೂರ, ಗದಾಯುದ್ಧ ನಿಪುಣ ಎಂಬುದನ್ನು ಮಹಾಭಾರತವೇ ಸ್ಪಷ್ಟವಾಗಿ ಹೇಳುತ್ತದೆ. ತನ್ನ ಪ್ರಜೆಗಳಿಗೆ ಅವನು ಕೊಂದರೆ ಕೊಟ್ಟ ಅರಸ. ಆದರೆ ಪಾಂಡವರ ಮೇಲಿನ ದ್ವೇಷ, ಅಸೂಯೆ ಅವನನ್ನು ವಿನಾಶದತ್ತ ಕೊಂಡೊಯ್ದವು. ಅರಗಿನ ಮನೆ, ವಿಷಪ್ರಾಶನ, ಕಪಟದ್ಯೂತ, ವಸ್ತ್ರಾಪಹರಣ ಇವೆಲ್ಲ ಅವನ ದೋಷಗಳು. 'ಸೂಜಿಯ ಮೊನೆಯಷ್ಟು ಭೂಮಿಯನ್ನೂ ಕೊಡುವುದಿಲ್ಲ' ಎಂದ ಅವನ ಹಠವೇ ಕುರುಕ್ಷೇತ್ರ ಯುದ್ಧಕ್ಕೆ ಕಾರಣವಾಯಿತು. [1160,439,1489,543]
hotelier-photo [495,1556,647,1694]
subhead-bhishma: ಭೀಷ್ಮ [643,692,668,708]
motto-translation: (ಭೂಮಿಯು ಸತ್ಯದ ಮೇಲೆ ನಿಂತಿದೆ, ಸತ್ಯಕ್ಕಿಂತ ಮಿಗಿಲಾದ ಧರ್ಮವಿಲ್ಲ) [173,394,387,405]
pull-quote: 'ಜಾನಾಮಿ ಧರ್ಮಂ ನಚ ಮೇ ಪ್ರವೃತ್ತಿಃ ಜಾನಾಮ್ಯಧರ್ಮಂ ನಚ ಮೇ ನಿವೃತ್ತಿಃ' ನಾನು ಧರ್ಮವನ್ನು ಬಲ್ಲೆ ಆದರೆ ಅದರಲ್ಲಿ ಪ್ರವೃತ್ತಿಯಿಲ್ಲ [1160,550,1489,594]
editor-band [84,413,476,442]
column-divider [821,344,822,1333]
weekend-headline: ವೀಕೆಂಡ್, ನೈಟ್ ಕರ್ಫ್ಯೂಗೆ ಹೋಟೆಲ್ ಉದ್ಯಮಿಗಳ ವಿರೋಧ [533,1356,1026,1457]
letters-banner-text: ನಿಮ್ಮ ಪತ್ರಗಳು [285,585,372,606]
yuvaka-body: ಮೈಸೂರು, ಜ.18- ಗದಗ ಜಿಲ್ಲೆಯ ನರಗುಂದದಲ್ಲಿ ದಲಿತ ಸಮುದಾಯದ ಯುವಕನ ಹತ್ಯೆ ನಡೆದಿದ್ದು, ಆರೋಪಿಗಳನ್ನು ಕೂಡಲೇ ಬಂಧಿಸಿ ಕಠಿಣ ಶಿಕ್ಷೆ ವಿಧಿಸಬೇಕು ಎಂದು ಆಗ್ರಹಿಸಿ ವಿವಿಧ ಸಂಘಟನೆಗಳ ಕಾರ್ಯಕರ್ತರು ಜಿಲ್ಲಾಧಿಕಾರಿ ಕಚೇರಿ ಎದುರು ಪ್ರತಿಭಟನೆ ನಡೆಸಿದರು. ಹತ್ಯೆಯಾದ ಯುವಕನ ಕುಟುಂಬಕ್ಕೆ ಸೂಕ್ತ ಪರಿಹಾರ ನೀಡಬೇಕು, ಕುಟುಂಬದ ಒಬ್ಬರಿಗೆ ಸರ್ಕಾರಿ ಉದ್ಯೋಗ ನೀಡಬೇಕು ಎಂದು ಒತ್ತಾಯಿಸಿದರು. ದಲಿತರ ಮೇಲಿನ ದೌರ್ಜನ್ಯ ಪ್ರಕರಣಗಳು ಹೆಚ್ಚಾಗುತ್ತಿದ್ದು, ಸರ್ಕಾರ ಕೂಡಲೇ ಕ್ರಮ ಕೈಗೊಳ್ಳಬೇಕು. ಇಲ್ಲದಿದ್ದರೆ ರಾಜ್ಯಾದ್ಯಂತ ಹೋರಾಟ ನಡೆಸಲಾಗುವುದು ಎಂದು ಎಚ್ಚರಿಸಿದರು. ಪ್ರತಿಭಟನೆಯಲ್ಲಿ ಸಂಘಟನೆಯ ಮುಖಂಡರು, ಕಾರ್ಯಕರ್ತರು ಪಾಲ್ಗೊಂಡಿದ್ದರು. [844,1897,1071,2073]
paper-info [84,342,476,473]
subhead-dharmaraja: ಧರ್ಮರಾಜ [961,584,1012,601]
paper-date: ಬುಧವಾರ, 19 ಜನವರಿ 2022 [166,345,394,369]
weekend-lead [495,1476,1047,1511]
feature-article [489,131,1497,1345]
registration-dot [84,2320,95,2330]
